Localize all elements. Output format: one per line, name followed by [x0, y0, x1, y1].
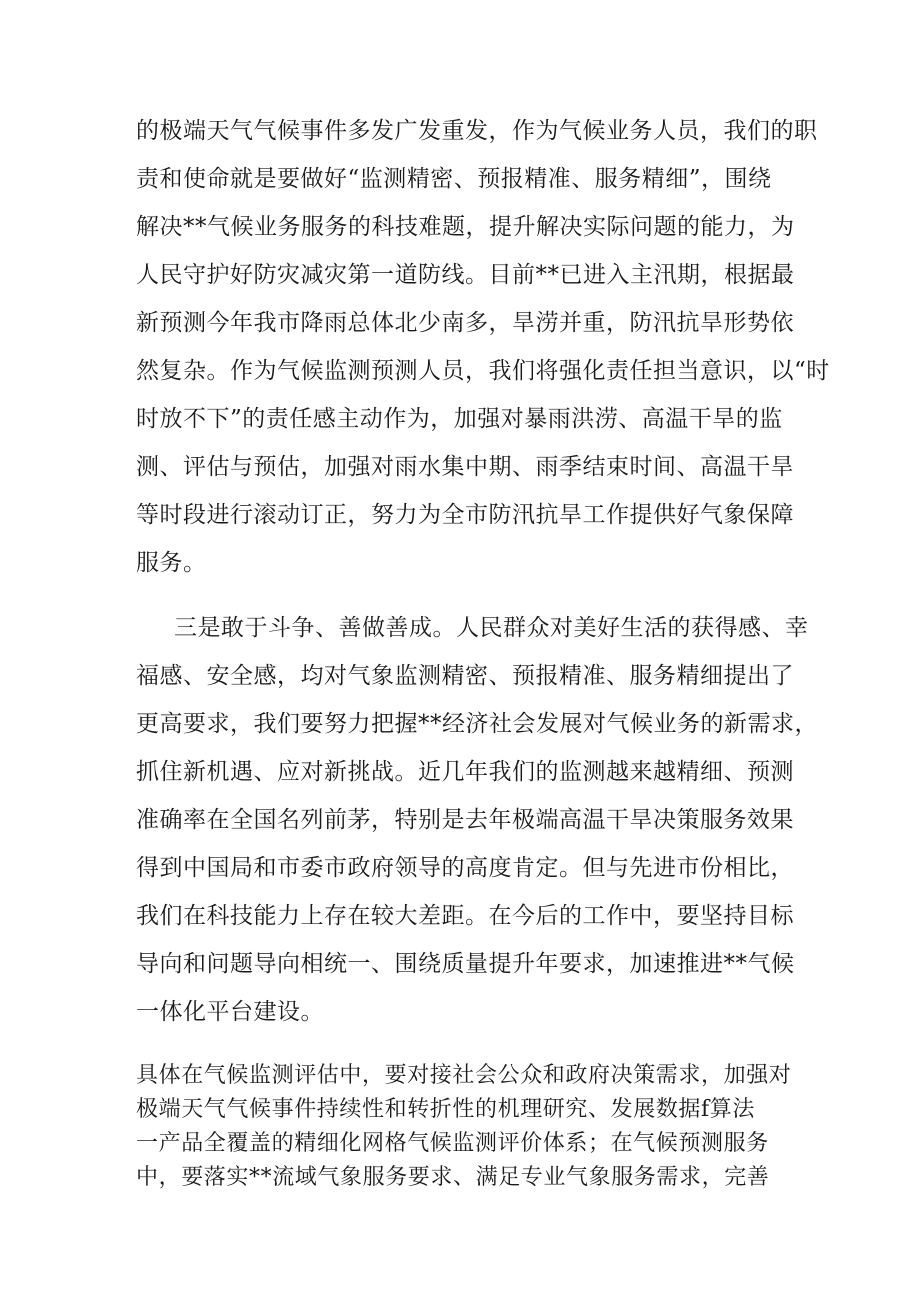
text-line: 的极端天气气候事件多发广发重发，作为气候业务人员，我们的职: [136, 118, 818, 144]
text-line: 测、评估与预估，加强对雨水集中期、雨季结束时间、高温干旱: [136, 454, 794, 480]
text-line: 导向和问题导向相统一、围绕质量提升年要求，加速推进**气候: [136, 951, 795, 977]
text-line: 新预测今年我市降雨总体北少南多，旱涝并重，防汛抗旱形势依: [136, 310, 794, 336]
text-line: 解决**气候业务服务的科技难题，提升解决实际问题的能力，为: [136, 214, 795, 240]
text-line: 得到中国局和市委市政府领导的高度肯定。但与先进市份相比，: [136, 855, 794, 881]
text-line: 更高要求，我们要努力把握**经济社会发展对气候业务的新需求，: [136, 711, 818, 737]
text-line: 极端天气气候事件持续性和转折性的机理研究、发展数据f算法: [136, 1097, 755, 1122]
text-line: 中，要落实**流域气象服务要求、满足专业气象服务需求，完善: [136, 1165, 770, 1190]
text-line: 然复杂。作为气候监测预测人员，我们将强化责任担当意识，以“时: [136, 358, 830, 384]
text-line: 一产品全覆盖的精细化网格气候监测评价体系；在气候预测服务: [136, 1131, 769, 1156]
text-line: 一体化平台建设。: [136, 999, 324, 1025]
text-line: 服务。: [136, 550, 207, 576]
text-line: 责和使命就是要做好“监测精密、预报精准、服务精细”，围绕: [136, 166, 772, 192]
text-line: 人民守护好防灾减灾第一道防线。目前**已进入主汛期，根据最: [136, 262, 795, 288]
text-line: 三是敢于斗争、善做善成。人民群众对美好生活的获得感、幸: [174, 615, 809, 641]
text-line: 准确率在全国名列前茅，特别是去年极端高温干旱决策服务效果: [136, 807, 794, 833]
text-line: 具体在气候监测评估中，要对接社会公众和政府决策需求，加强对: [136, 1063, 792, 1088]
text-line: 我们在科技能力上存在较大差距。在今后的工作中，要坚持目标: [136, 903, 794, 929]
text-line: 时放不下”的责任感主动作为，加强对暴雨洪涝、高温干旱的监: [136, 406, 783, 432]
text-line: 抓住新机遇、应对新挑战。近几年我们的监测越来越精细、预测: [136, 759, 794, 785]
text-line: 等时段进行滚动订正，努力为全市防汛抗旱工作提供好气象保障: [136, 502, 794, 528]
text-line: 福感、安全感，均对气象监测精密、预报精准、服务精细提出了: [136, 663, 794, 689]
